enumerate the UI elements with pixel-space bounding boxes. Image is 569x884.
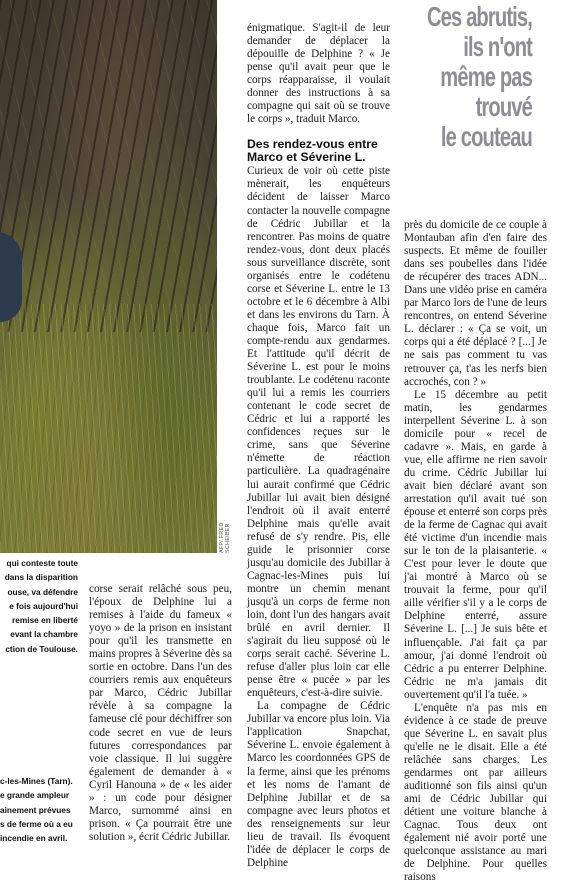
photo-person-silhouette — [0, 232, 22, 322]
caption-line: ainement prévues — [0, 804, 71, 815]
caption-line: incendie en avril. — [0, 833, 68, 844]
article-column-2 — [247, 22, 390, 869]
caption-line: ouse, va défendre — [7, 586, 78, 597]
photo-grass — [0, 304, 217, 553]
caption-line: dans la disparition — [4, 572, 78, 583]
photo-credit: AFP/ FRED SCHEIBER — [219, 522, 231, 553]
section-subhead: Des rendez-vous entre Marco et Séverine L. — [247, 137, 378, 165]
body-paragraph: L'enquête n'a pas mis en évidence à ce stade de preuve que Séverine L. en savait plus qu'elle ne le disait. Elle a été relâchée sans charges. Les gendarmes ont par ailleurs auditionné son fils ainsi qu'un ami de Cédric Jubillar qui détient une voiture blanche à Cagnac. Tous deux ont également nié avoir porté une quelconque assistance au mari de Delphine. Pour quelles raisons — [404, 701, 547, 884]
body-paragraph: Curieux de voir où cette piste mènerait, les enquêteurs décident de laisser Marco contacter la nouvelle compagne de Cédric Jubillar et la rencontrer. Pas moins de quatre rendez-vous, dont deux placés sous surveillance discrète, sont organisés entre le codétenu corse et Séverine L. entre le 13 octobre et le 6 décembre à Albi et dans les environs du Tarn. À chaque fois, Marco fait un compte-rendu aux gendarmes. Et l'attitude qu'il décrit de Séverine L. est pour le moins troublante. Le codétenu raconte qu'il lui a remis les courriers contenant le code secret de Cédric et lui a rapporté les confidences reçues sur le crime, sans que Séverine n'émette de réaction particulière. La quadragénaire lui aurait confirmé que Cédric Jubillar lui avait bien désigné l'endroit où il avait enterré Delphine mais qu'elle avait refusé de s'y rendre. Pis, elle guide le prisonnier corse jusqu'au domicile des Jubillar à Cagnac-les-Mines puis lui montre un chemin menant jusqu'à un corps de ferme non loin, dont l'un des hangars avait brûlé en avril dernier. Il s'agirait du lieu supposé où le corps serait caché. Séverine L. refuse d'aller plus loin car elle pense être « pucée » par les enquêteurs, c'est-à-dire suivie. — [247, 165, 390, 700]
body-paragraph: corse serait relâché sous peu, l'époux de Delphine lui a remises à l'aide du fameux « yoyo » de la prison en insistant pour qu'il les transmette en mains propres à Séverine dès sa sortie en octobre. Dans l'un des courriers remis aux enquêteurs par Marco, Cédric Jubillar révèle à sa compagne la fameuse clé pour déchiffrer son code secret en vue de leurs futures correspondances par voie classique. Il lui suggère également de demander à « Cyril Hanouna » de « les aider » : un code pour désigner Marco, surnommé ainsi en prison. « Ça pourrait être une solution », écrit Cédric Jubillar. — [89, 583, 232, 843]
caption-line: remise en liberté — [12, 615, 78, 626]
article-photo — [0, 0, 217, 553]
photo-caption-top — [0, 556, 78, 656]
caption-line: e grande ampleur — [0, 790, 70, 801]
body-paragraph: Le 15 décembre au petit matin, les gendarmes interpellent Séverine L. à son domicile pour « recel de cadavre ». Mais, en garde à vue, elle affirme ne rien savoir du crime. Cédric Jubillar lui avait bien déclaré avant son arrestation qu'il avait tué son épouse et enterré son corps près de la ferme de Cagnac qui avait été victime d'un incendie mais sur le ton de la plaisanterie. « C'est pour lever le doute que j'ai montré à Marco où se trouvait la ferme, pour qu'il aille vérifier s'il y a le corps de Delphine enterré, assure Séverine L. [...] Je suis bête et influençable. J'ai fait ça par amour, j'ai donné l'endroit où Cédric a pu enterrer Delphine. Cédric ne m'a jamais dit ouvertement qu'il l'a tuée. » — [404, 388, 547, 701]
body-paragraph: énigmatique. S'agit-il de leur demander de déplacer la dépouille de Delphine ? « Je pense qu'il avait peur que le corps réapparaisse, il voulait donner des instructions à sa compagne qui sait où se trouve le corps », traduit Marco. — [247, 22, 390, 126]
pull-quote-line: Ces abrutis, — [426, 1, 532, 32]
caption-line: c-les-Mines (Tarn). — [0, 776, 73, 786]
caption-line: s de ferme où a eu — [0, 818, 73, 829]
body-paragraph: près du domicile de ce couple à Montauban afin d'en faire des suspects. Et même de fouiller dans ses poubelles dans l'idée de récupérer des traces ADN... Dans une vidéo prise en caméra par Marco lors de l'une de leurs rencontres, on entend Séverine L. déclarer : « Ça se voit, un corps qui a été déplacé ? [...] Je ne sais pas comment tu vas retrouver ça, t'as les nerfs bien accrochés, con ? » — [404, 219, 547, 388]
pull-quote-line: le couteau — [440, 121, 532, 152]
article-column-3 — [404, 219, 547, 884]
caption-line: e fois aujourd'hui — [9, 600, 78, 611]
caption-line: evant la chambre — [10, 629, 78, 640]
photo-branches — [0, 0, 217, 332]
caption-line: qui conteste toute — [6, 558, 78, 568]
pull-quote-line: ils n'ont — [463, 31, 532, 62]
pull-quote-line: trouvé — [475, 91, 532, 122]
caption-line: ction de Toulouse. — [5, 643, 78, 654]
body-paragraph: La compagne de Cédric Jubillar va encore plus loin. Via l'application Snapchat, Séverine L. envoie également à Marco les coordonnées GPS de la ferme, ainsi que les prénoms et les noms de l'amant de Delphine Jubillar et de sa compagne avec leurs photos et des renseignements sur leur lieu de travail. Ils évoquent l'idée de déplacer le corps de Delphine — [247, 700, 390, 869]
photo-caption-bottom — [0, 774, 78, 845]
pull-quote-line: même pas — [440, 61, 532, 92]
article-column-1 — [89, 583, 232, 844]
